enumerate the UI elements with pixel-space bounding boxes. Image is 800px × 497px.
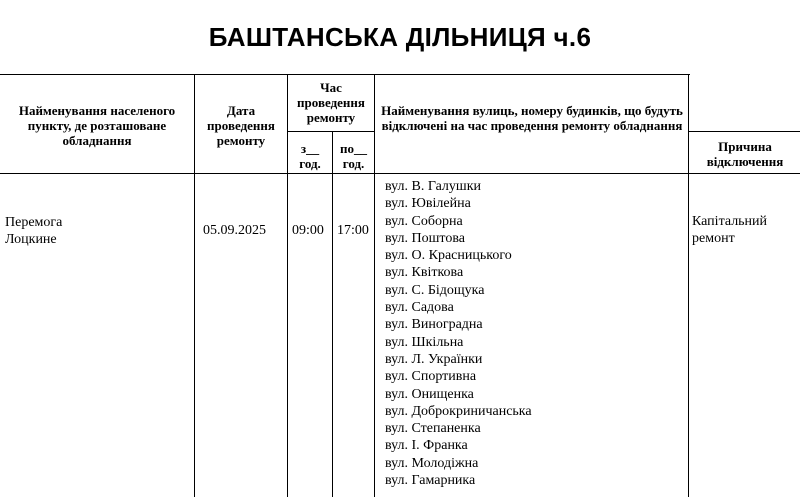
outage-reason: Капітальний ремонт xyxy=(692,214,768,246)
list-item: вул. О. Красницького xyxy=(385,248,512,264)
time-to-value: 17:00 xyxy=(337,223,369,238)
list-item: вул. Доброкриничанська xyxy=(385,403,532,419)
list-item: вул. Ювілейна xyxy=(385,196,471,212)
list-item: вул. Квіткова xyxy=(385,265,464,281)
street-list xyxy=(385,178,685,494)
header-date: Дата проведення ремонту xyxy=(207,103,275,148)
list-item: вул. Поштова xyxy=(385,230,465,246)
list-item: вул. Л. Українки xyxy=(385,351,483,367)
header-time: Час проведення ремонту xyxy=(297,80,365,125)
locality-name: Перемога xyxy=(5,215,63,230)
list-item: вул. І. Франка xyxy=(385,438,468,454)
header-locality: Найменування населеного пункту, де розташоване обладнання xyxy=(18,103,176,148)
list-item: вул. В. Галушки xyxy=(385,179,481,194)
column-divider xyxy=(332,131,333,497)
header-time-to: по__ год. xyxy=(340,141,367,171)
repair-date: 05.09.2025 xyxy=(203,223,266,238)
list-item: вул. Виноградна xyxy=(385,317,483,333)
reason-header-top-border xyxy=(688,131,800,132)
table-top-border xyxy=(0,74,690,75)
column-divider xyxy=(688,74,689,497)
list-item: вул. Молодіжна xyxy=(385,455,479,471)
list-item: вул. Гамарника xyxy=(385,473,476,489)
header-streets: Найменування вулиць, номеру будинків, що будуть відключені на час проведення ремонту обладнання xyxy=(381,103,683,133)
list-item: вул. Спортивна xyxy=(385,369,477,385)
list-item: вул. Степаненка xyxy=(385,421,481,437)
list-item: вул. Соборна xyxy=(385,213,463,229)
list-item: вул. Садова xyxy=(385,300,454,316)
column-divider xyxy=(194,74,195,497)
header-bottom-border xyxy=(0,173,800,174)
column-divider xyxy=(374,74,375,497)
page-title: БАШТАНСЬКА ДІЛЬНИЦЯ ч.6 xyxy=(208,22,592,52)
column-divider xyxy=(287,74,288,497)
locality-name: Лоцкине xyxy=(5,232,57,247)
list-item: вул. Онищенка xyxy=(385,386,474,402)
header-time-from: з__ год. xyxy=(299,141,321,171)
list-item: вул. С. Бідощука xyxy=(385,282,485,298)
time-subheader-divider xyxy=(287,131,374,132)
time-from-value: 09:00 xyxy=(292,223,324,238)
header-reason: Причина відключення xyxy=(706,139,784,169)
list-item: вул. Шкільна xyxy=(385,334,464,350)
